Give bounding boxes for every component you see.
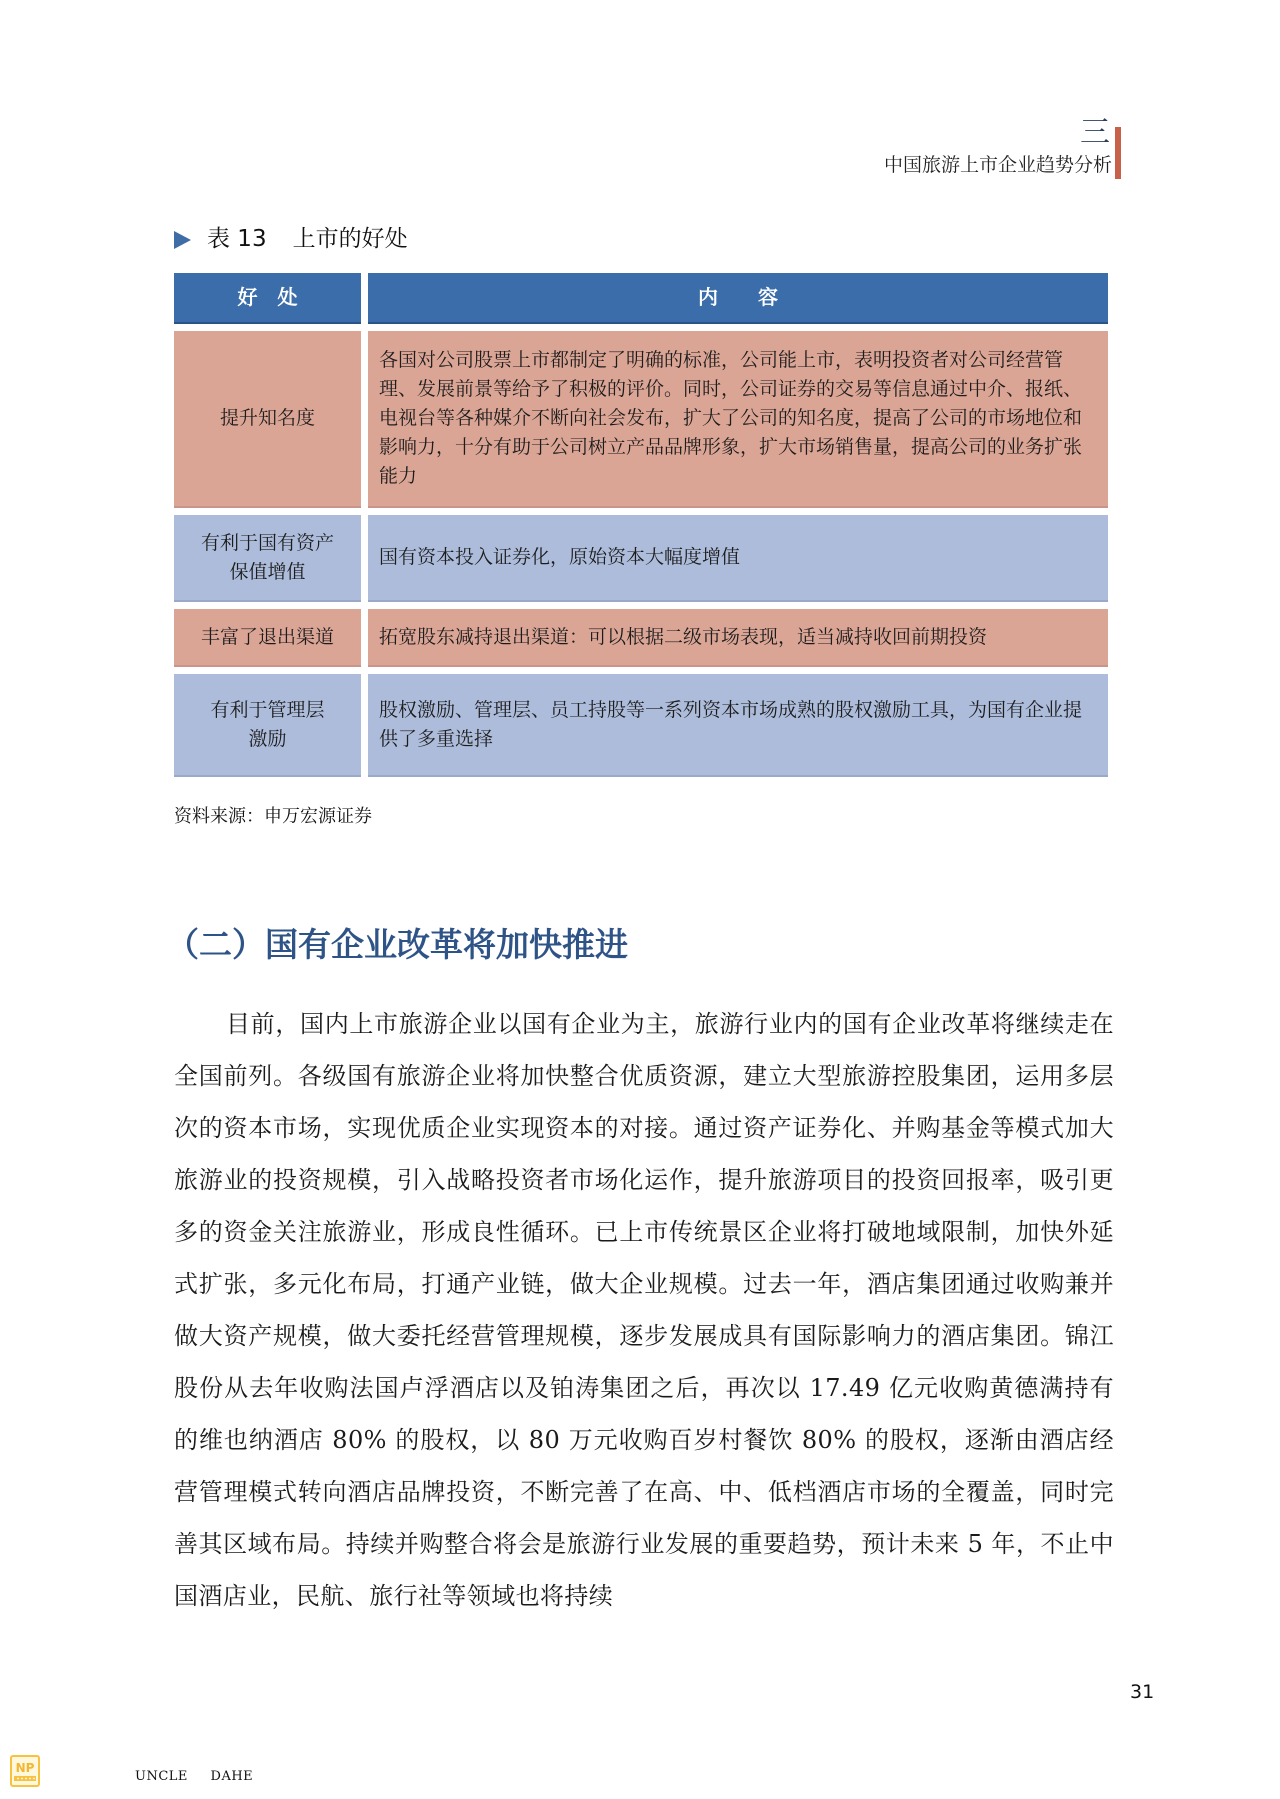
caption-number: 表 13	[207, 226, 267, 252]
page-number: 31	[1130, 1681, 1155, 1703]
column-header-benefit: 好 处	[174, 273, 361, 324]
table-row-benefit: 有利于国有资产保值增值	[174, 515, 361, 602]
table-caption	[174, 228, 408, 251]
chapter-title: 中国旅游上市企业趋势分析	[883, 154, 1112, 176]
chapter-number: 三	[1080, 115, 1110, 150]
table-row-content: 股权激励、管理层、员工持股等一系列资本市场成熟的股权激励工具，为国有企业提供了多重选择	[368, 674, 1108, 777]
table-row-content: 各国对公司股票上市都制定了明确的标准，公司能上市，表明投资者对公司经营管理、发展前景等给予了积极的评价。同时，公司证券的交易等信息通过中介、报纸、电视台等各种媒介不断向社会发布，扩大了公司的知名度，提高了公司的市场地位和影响力，十分有助于公司树立产品品牌形象，扩大市场销售量，提高公司的业务扩张能力	[368, 331, 1108, 508]
table-row-content: 拓宽股东减持退出渠道：可以根据二级市场表现，适当减持收回前期投资	[368, 609, 1108, 667]
table-row-benefit: 丰富了退出渠道	[174, 609, 361, 667]
table-source: 资料来源：申万宏源证券	[174, 806, 372, 827]
caption-arrow-icon	[174, 231, 191, 249]
np-logo-icon	[10, 1755, 40, 1787]
brand-text: UNCLE DAHE	[135, 1769, 254, 1784]
section-heading: （二）国有企业改革将加快推进	[166, 925, 628, 964]
body-paragraph: 目前，国内上市旅游企业以国有企业为主，旅游行业内的国有企业改革将继续走在全国前列。各级国有旅游企业将加快整合优质资源，建立大型旅游控股集团，运用多层次的资本市场，实现优质企业实现资本的对接。通过资产证券化、并购基金等模式加大旅游业的投资规模，引入战略投资者市场化运作，提升旅游项目的投资回报率，吸引更多的资金关注旅游业，形成良性循环。已上市传统景区企业将打破地域限制，加快外延式扩张，多元化布局，打通产业链，做大企业规模。过去一年，酒店集团通过收购兼并做大资产规模，做大委托经营管理规模，逐步发展成具有国际影响力的酒店集团。锦江股份从去年收购法国卢浮酒店以及铂涛集团之后，再次以 17.49 亿元收购黄德满持有的维也纳酒店 80% 的股权，以 80 万元收购百岁村餐饮 80% 的股权，逐渐由酒店经营管理模式转向酒店品牌投资，不断完善了在高、中、低档酒店市场的全覆盖，同时完善其区域布局。持续并购整合将会是旅游行业发展的重要趋势，预计未来 5 年，不止中国酒店业，民航、旅行社等领域也将持续	[174, 1010, 1114, 1610]
column-header-content: 内 容	[368, 273, 1108, 324]
table-row-benefit: 提升知名度	[174, 331, 361, 508]
table-row-content: 国有资本投入证券化，原始资本大幅度增值	[368, 515, 1108, 602]
chapter-accent-bar	[1115, 127, 1121, 179]
caption-title: 上市的好处	[292, 226, 408, 252]
table-row-benefit: 有利于管理层激励	[174, 674, 361, 777]
svg-text:NP: NP	[15, 1761, 35, 1775]
